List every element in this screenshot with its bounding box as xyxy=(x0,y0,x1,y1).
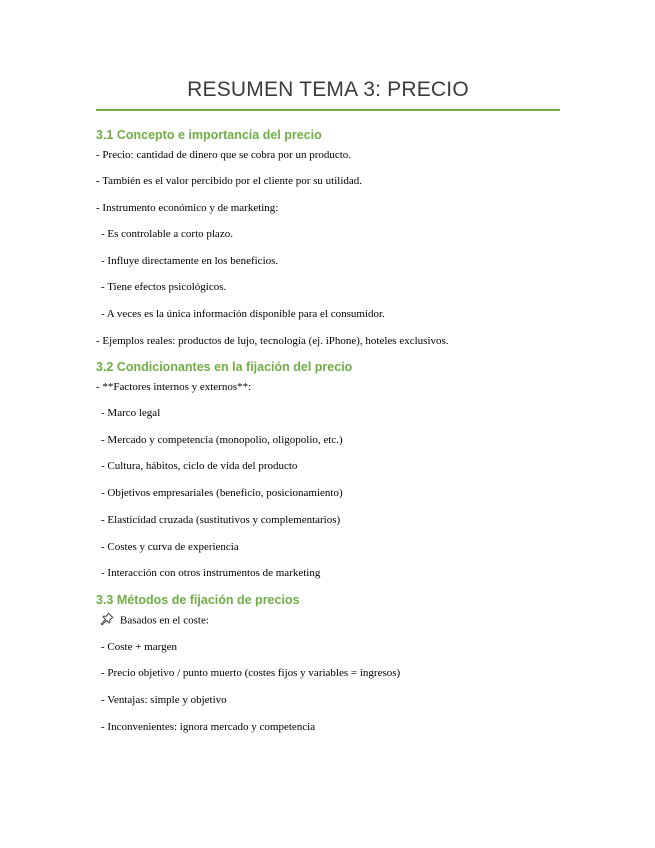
body-subline: - Influye directamente en los beneficios. xyxy=(101,255,279,267)
section-heading-3-2: 3.2 Condicionantes en la fijación del precio xyxy=(96,360,353,374)
body-subline: - Objetivos empresariales (beneficio, posicionamiento) xyxy=(101,487,343,499)
body-subline: - Mercado y competencia (monopolio, oligopolio, etc.) xyxy=(101,434,343,446)
body-subline: - Inconvenientes: ignora mercado y competencia xyxy=(101,721,316,733)
section-heading-3-3: 3.3 Métodos de fijación de precios xyxy=(96,593,300,607)
method-group-line xyxy=(100,612,209,630)
body-subline: - A veces es la única información disponible para el consumidor. xyxy=(101,308,385,320)
section-heading-3-1: 3.1 Concepto e importancia del precio xyxy=(96,128,322,142)
body-subline: - Costes y curva de experiencia xyxy=(101,541,239,553)
body-line: - También es el valor percibido por el cliente por su utilidad. xyxy=(96,175,363,187)
method-group-label: Basados en el coste: xyxy=(120,614,209,627)
body-subline: - Es controlable a corto plazo. xyxy=(101,228,233,240)
body-line: - Ejemplos reales: productos de lujo, tecnología (ej. iPhone), hoteles exclusivos. xyxy=(96,335,449,347)
body-subline: - Tiene efectos psicológicos. xyxy=(101,281,227,293)
body-line: - Instrumento económico y de marketing: xyxy=(96,202,279,214)
pushpin-icon xyxy=(100,612,114,630)
body-line: - Precio: cantidad de dinero que se cobra por un producto. xyxy=(96,149,352,161)
title-underline xyxy=(96,109,560,111)
body-subline: - Marco legal xyxy=(101,407,161,419)
body-subline: - Ventajas: simple y objetivo xyxy=(101,694,227,706)
body-line: - **Factores internos y externos**: xyxy=(96,381,252,393)
body-subline: - Interacción con otros instrumentos de marketing xyxy=(101,567,321,579)
document-title: RESUMEN TEMA 3: PRECIO xyxy=(187,78,469,101)
body-subline: - Elasticidad cruzada (sustitutivos y complementarios) xyxy=(101,514,341,526)
body-subline: - Cultura, hábitos, ciclo de vida del producto xyxy=(101,460,298,472)
body-subline: - Precio objetivo / punto muerto (costes fijos y variables = ingresos) xyxy=(101,667,401,679)
body-subline: - Coste + margen xyxy=(101,641,177,653)
